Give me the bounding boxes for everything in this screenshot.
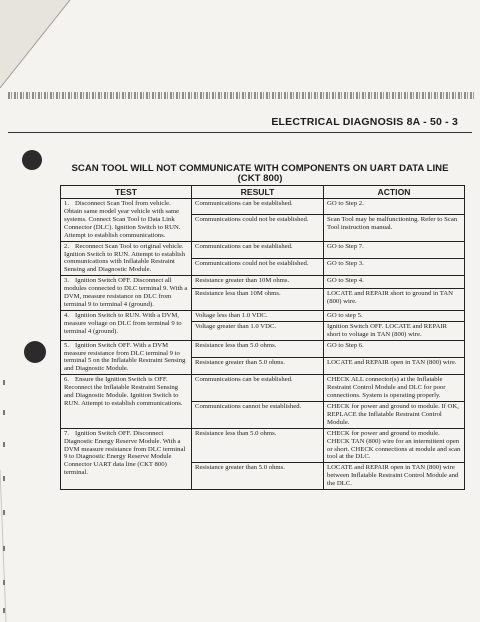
result-cell: Communications can be established.: [192, 241, 324, 258]
test-text: Reconnect Scan Tool to original vehicle. Ignition Switch to RUN. Attempt to establish communications with Inflatable Restraint Sensing and Diagnostic Module.: [64, 242, 185, 274]
result-cell: Resistance less than 10M ohms.: [192, 289, 324, 311]
result-cell: Resistance less than 5.0 ohms.: [192, 340, 324, 357]
result-cell: Resistance greater than 5.0 ohms.: [192, 463, 324, 490]
action-cell: GO to Step 3.: [324, 258, 465, 275]
result-cell: Communications could not be established.: [192, 258, 324, 275]
test-cell: [61, 310, 192, 340]
test-cell: [61, 276, 192, 311]
table-row: [61, 276, 465, 289]
test-cell: [61, 241, 192, 276]
action-cell: GO to Step 4.: [324, 276, 465, 289]
test-text: Ensure the Ignition Switch is OFF. Reconnect the Inflatable Restraint Sensing and Diagnostic Module. Ignition Switch to RUN. Attempt to establish communications.: [64, 376, 183, 407]
punch-hole-middle: [24, 341, 46, 363]
result-cell: Resistance greater than 10M ohms.: [192, 276, 324, 289]
result-cell: Voltage greater than 1.0 VDC.: [192, 321, 324, 340]
action-cell: CHECK for power and ground to module. CHECK TAN (800) wire for an intermittent open or short. CHECK connections at module and scan tool at the DLC.: [324, 428, 465, 463]
action-cell: LOCATE and REPAIR open in TAN (800) wire.: [324, 357, 465, 374]
result-cell: Communications can be established.: [192, 199, 324, 215]
action-cell: Ignition Switch OFF. LOCATE and REPAIR short to voltage in TAN (800) wire.: [324, 321, 465, 340]
step-number: 6.: [64, 376, 70, 384]
step-number: 4.: [64, 311, 70, 319]
diagnostic-table: [60, 185, 465, 490]
action-cell: CHECK for power and ground to module. If OK, REPLACE the Inflatable Restraint Control Module.: [324, 401, 465, 428]
page-header: ELECTRICAL DIAGNOSIS 8A - 50 - 3: [271, 116, 458, 128]
result-cell: Communications cannot be established.: [192, 401, 324, 428]
binding-strip: [8, 92, 474, 99]
column-header-result: RESULT: [192, 186, 324, 199]
step-number: 3.: [64, 277, 70, 285]
step-number: 1.: [64, 200, 70, 208]
column-header-test: TEST: [61, 186, 192, 199]
punch-hole-top: [22, 150, 42, 170]
test-text: Disconnect Scan Tool from vehicle. Obtain same model year vehicle with same systems. Connect Scan Tool to Data Link Connector (DLC). Ignition Switch to RUN. Attempt to establish communications.: [64, 200, 181, 239]
result-cell: Resistance less than 5.0 ohms.: [192, 428, 324, 463]
table-row: [61, 428, 465, 463]
table-row: [61, 340, 465, 357]
result-cell: Voltage less than 1.0 VDC.: [192, 310, 324, 321]
action-cell: CHECK ALL connector(s) at the Inflatable Restraint Control Module and DLC for poor connections. System is operating properly.: [324, 375, 465, 402]
action-cell: GO to Step 2.: [324, 199, 465, 215]
action-cell: GO to step 5.: [324, 310, 465, 321]
action-cell: GO to Step 7.: [324, 241, 465, 258]
test-cell: [61, 428, 192, 489]
test-text: Ignition Switch OFF. Disconnect all modules connected to DLC terminal 9. With a DVM, measure resistance on DLC from terminal 9 to terminal 4 (ground).: [64, 277, 188, 309]
test-cell: [61, 340, 192, 375]
header-rule: [8, 132, 472, 133]
table-header-row: [61, 186, 465, 199]
test-text: Ignition Switch OFF. Disconnect Diagnostic Energy Reserve Module. With a DVM measure resistance from DLC terminal 9 to Diagnostic Energy Reserve Module Connector UART data line (CKT 800) terminal.: [64, 429, 186, 477]
action-cell: Scan Tool may be malfunctioning. Refer to Scan Tool instruction manual.: [324, 214, 465, 241]
test-cell: [61, 375, 192, 428]
result-cell: Communications can be established.: [192, 375, 324, 402]
table-row: [61, 375, 465, 402]
diagnostic-table-body: [61, 199, 465, 490]
test-text: Ignition Switch to RUN. With a DVM, measure voltage on DLC from terminal 9 to terminal 4 (ground).: [64, 311, 182, 335]
margin-marks: [3, 380, 9, 620]
step-number: 7.: [64, 429, 70, 437]
result-cell: Communications could not be established.: [192, 214, 324, 241]
result-cell: Resistance greater than 5.0 ohms.: [192, 357, 324, 374]
table-row: [61, 310, 465, 321]
page-title: SCAN TOOL WILL NOT COMMUNICATE WITH COMPONENTS ON UART DATA LINE: [71, 163, 449, 174]
column-header-action: ACTION: [324, 186, 465, 199]
test-cell: [61, 199, 192, 242]
step-number: 5.: [64, 341, 70, 349]
table-row: [61, 241, 465, 258]
action-cell: LOCATE and REPAIR open in TAN (800) wire between Inflatable Restraint Control Module and the DLC.: [324, 463, 465, 490]
table-row: [61, 199, 465, 215]
page-subtitle: (CKT 800): [237, 173, 283, 184]
test-text: Ignition Switch OFF. With a DVM measure resistance from DLC terminal 9 to terminal 5 on the Inflatable Restraint Sensing and Diagnostic Module.: [64, 341, 186, 373]
step-number: 2.: [64, 242, 70, 250]
action-cell: LOCATE and REPAIR short to ground in TAN (800) wire.: [324, 289, 465, 311]
action-cell: GO to Step 6.: [324, 340, 465, 357]
